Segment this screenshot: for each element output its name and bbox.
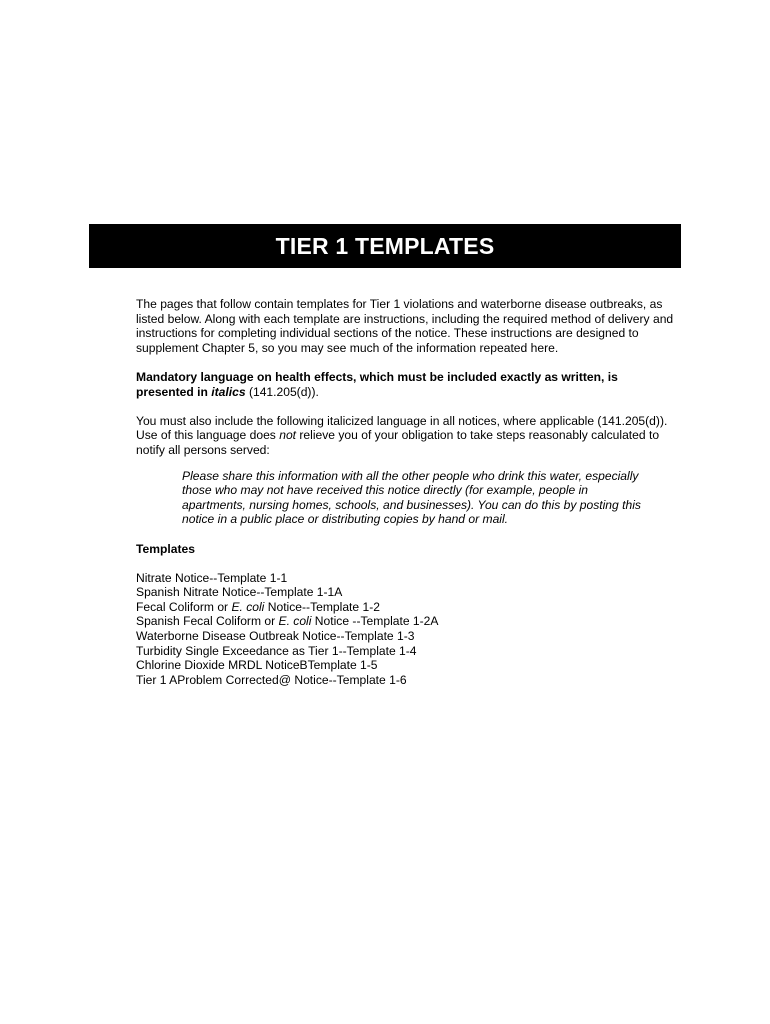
- document-body: [136, 297, 676, 687]
- also-italic-word: not: [279, 428, 297, 443]
- templates-heading: Templates: [136, 541, 195, 556]
- also-text-before: You must also include the following italicized language in all notices, where applicable (141.205(d)). Use of this language does: [136, 413, 668, 443]
- page-title: TIER 1 TEMPLATES: [275, 232, 495, 259]
- template-item: Spanish Fecal Coliform or E. coli Notice --Template 1-2A: [136, 614, 439, 629]
- template-item: Nitrate Notice--Template 1-1: [136, 570, 288, 585]
- template-item: Waterborne Disease Outbreak Notice--Template 1-3: [136, 629, 415, 644]
- title-banner: [89, 224, 681, 268]
- mandatory-language-paragraph: [136, 370, 676, 399]
- mandatory-italic-word: italics: [211, 384, 246, 399]
- template-item: Spanish Nitrate Notice--Template 1-1A: [136, 585, 343, 600]
- template-item: Tier 1 AProblem Corrected@ Notice--Template 1-6: [136, 672, 407, 687]
- template-item: Turbidity Single Exceedance as Tier 1--Template 1-4: [136, 643, 417, 658]
- template-list: [136, 571, 676, 688]
- template-item: Chlorine Dioxide MRDL NoticeBTemplate 1-5: [136, 658, 378, 673]
- mandatory-citation: (141.205(d)).: [245, 384, 319, 399]
- intro-paragraph: The pages that follow contain templates for Tier 1 violations and waterborne disease outbreaks, as listed below. Along with each template are instructions, including the required method of delivery and instructions for completing individual sections of the notice. These instructions are designed to supplement Chapter 5, so you may see much of the information repeated here.: [136, 297, 674, 355]
- template-item: Fecal Coliform or E. coli Notice--Template 1-2: [136, 599, 380, 614]
- italicized-language-paragraph: [136, 414, 676, 458]
- required-quote-block: Please share this information with all the other people who drink this water, especially those who may not have received this notice directly (for example, people in apartments, nursing homes, schools, and businesses). You can do this by posting this notice in a public place or distributing copies by hand or mail.: [182, 468, 641, 527]
- mandatory-bold-text: Mandatory language on health effects, which must be included exactly as written, is presented in: [136, 369, 618, 399]
- also-text-after: relieve you of your obligation to take steps reasonably calculated to notify all persons served:: [136, 428, 660, 457]
